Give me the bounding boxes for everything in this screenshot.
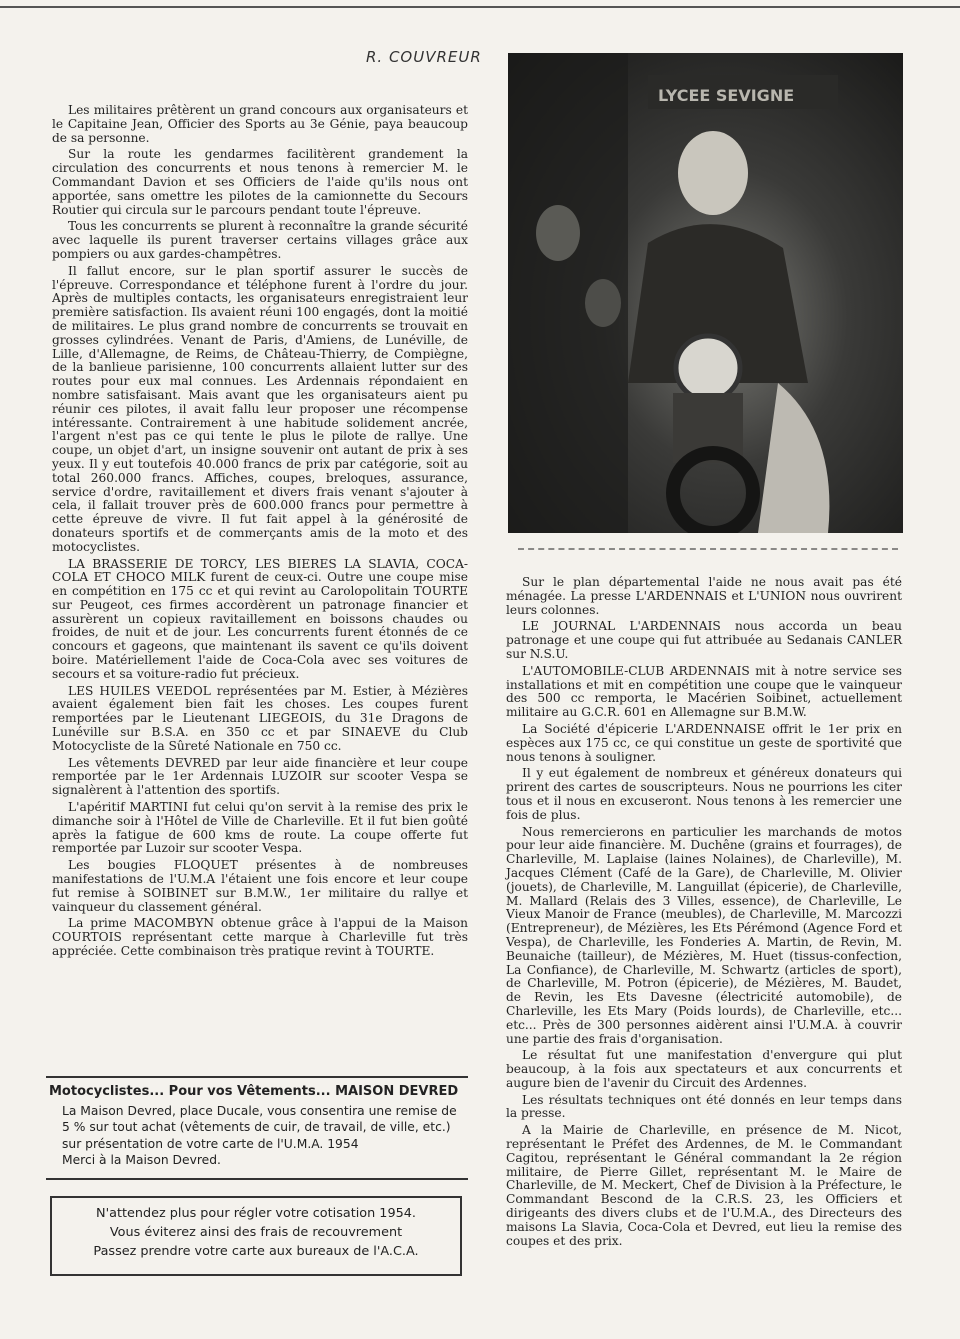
ad-body: La Maison Devred, place Ducale, vous consentira une remise de 5 % sur tout achat (vêtements de cuir, de travail, de ville, etc.) sur présentation de votre carte de l'U.M.A. 1954 (62, 1103, 457, 1151)
paragraph: Nous remercierons en particulier les marchands de motos pour leur aide financière. M. Duchêne (grains et fourrages), de Charleville, M. Laplaise (laines Nolaines), de Charleville), M. Jacques Clément (Café de la Gare), de Charleville, M. Olivier (jouets), de Charleville, M. Languillat (épicerie), de Charleville, M. Mallard (Relais des 3 Villes, essence), de Charleville, Le Vieux Manoir de France (meubles), de Charleville, M. Marcozzi (Entrepreneur), de Mézières, les Ets Pérémond (Agence Ford et Vespa), de Charleville, les Fonderies A. Martin, de Revin, M. Beunaiche (tailleur), de Mézières, M. Huet (tissus-confection, La Confiance), de Charleville, M. Schwartz (articles de sport), de Charleville, M. Potron (épicerie), de Mézières, M. Baudet, de Revin, les Ets Davesne (électricité automobile), de Charleville, les Ets Mary (Poids lourds), de Charleville, etc... etc... Près de 300 personnes aidèrent ainsi l'U.M.A. à couvrir une partie des frais d'organisation. (506, 824, 902, 1046)
headlight (676, 336, 740, 400)
photo-illustration (508, 53, 903, 533)
sign-text: LYCEE SEVIGNE (658, 86, 795, 105)
right-column (506, 576, 902, 1251)
left-column (52, 104, 468, 962)
notice-line: Vous éviterez ainsi des frais de recouvrement (109, 1225, 403, 1240)
paragraph: A la Mairie de Charleville, en présence de M. Nicot, représentant le Préfet des Ardennes, de M. le Commandant Cagitou, représentant le Général commandant la 2e région militaire, de Pierre Gillet, représentant M. le Maire de Charleville, de M. Meckert, Chef de Division à la Préfecture, le Commandant Bescond de la C.R.S. 23, les Officiers et dirigeants des divers clubs et de l'U.M.A., des Directeurs des maisons La Slavia, Coca-Cola et Devred, eut lieu la remise des coupes et des prix. (506, 1123, 902, 1248)
paragraph: Les résultats techniques ont été donnés en leur temps dans la presse. (506, 1092, 902, 1121)
motorcycle-photo (508, 53, 903, 533)
top-rule (0, 6, 960, 8)
ad-title: Motocyclistes... Pour vos Vêtements... MAISON DEVRED (49, 1084, 459, 1099)
paragraph: LE JOURNAL L'ARDENNAIS nous accorda un beau patronage et une coupe qui fut attribuée au Sedanais CANLER sur N.S.U. (506, 619, 902, 661)
paragraph: L'AUTOMOBILE-CLUB ARDENNAIS mit à notre service ses installations et mit en compétition une coupe que le vainqueur des 500 cc remporta, le Macérien Soibinet, actuellement militaire au G.C.R. 601 en Allemagne sur B.M.W. (506, 663, 902, 720)
notice-line: Passez prendre votre carte aux bureaux de l'A.C.A. (93, 1244, 419, 1259)
paragraph: LES HUILES VEEDOL représentées par M. Estier, à Mézières avaient également bien fait les choses. Les coupes furent remportées par le Lieutenant LIEGEOIS, du 31e Dragons de Lunéville sur B.S.A. en 350 cc et par SINAEVE du Club Motocycliste de la Sûreté Nationale en 750 cc. (52, 683, 468, 753)
paragraph: La Société d'épicerie L'ARDENNAISE offrit le 1er prix en espèces aux 175 cc, ce qui constitue un geste de sportivité que nous tenons à souligner. (506, 721, 902, 764)
front-wheel (673, 453, 753, 533)
paragraph: Sur le plan départemental l'aide ne nous avait pas été ménagée. La presse L'ARDENNAIS et L'UNION nous ouvrirent leurs colonnes. (506, 575, 902, 617)
rider-head (678, 131, 748, 215)
spectator-head (536, 205, 580, 261)
paragraph: Sur la route les gendarmes facilitèrent grandement la circulation des concurrents et nous tenons à remercier M. le Commandant Davion et ses Officiers de l'aide qu'ils nous ont apportée, sans omettre les pilotes de la camionnette du Secours Routier qui circula sur le parcours pendant toute l'épreuve. (52, 147, 468, 217)
paragraph: Il fallut encore, sur le plan sportif assurer le succès de l'épreuve. Correspondance et téléphone furent à l'ordre du jour. Après de multiples contacts, les organisateurs enregistraient leur première satisfaction. Ils avaient réuni 100 engagés, dont la moitié de militaires. Le plus grand nombre de concurrents se trouvait en grosses cylindrées. Venant de Paris, d'Amiens, de Lunéville, de Lille, d'Allemagne, de Reims, de Château-Thierry, de Compiègne, de la banlieue parisienne, 100 concurrents allaient lutter sur des routes pour eux mal connues. Les Ardennais répondaient en nombre satisfaisant. Mais avant que les organisateurs aient pu réunir ces pilotes, il avait fallu leur proposer une récompense intéressante. Contrairement à une habitude solidement ancrée, l'argent n'est pas ce qui tente le plus le pilote de rallye. Une coupe, un objet d'art, un insigne souvenir ont autant de prix à ses yeux. Il y eut toutefois 40.000 francs de prix par catégorie, soit au total 260.000 francs. Affiches, coupes, breloques, assurance, service d'ordre, ravitaillement et divers frais venant s'ajouter à cela, il fallait trouver près de 600.000 francs pour permettre à cette épreuve de vivre. Il fut fait appel à la générosité de donateurs sportifs et de commerçants amis de la moto et des motocyclistes. (52, 263, 468, 554)
paragraph: Le résultat fut une manifestation d'envergure qui plut beaucoup, à la fois aux spectateurs et aux concurrents et augure bien de l'avenir du Circuit des Ardennes. (506, 1048, 902, 1090)
paragraph: Les militaires prêtèrent un grand concours aux organisateurs et le Capitaine Jean, Officier des Sports au 3e Génie, paya beaucoup de sa personne. (52, 103, 468, 145)
photo-caption-rule (518, 548, 898, 553)
paragraph: Il y eut également de nombreux et généreux donateurs qui prirent des cartes de souscripteurs. Nous ne pourrions les citer tous et il nous en excuseront. Nous tenons à les remercier une fois de plus. (506, 766, 902, 822)
paragraph: Les bougies FLOQUET présentes à de nombreuses manifestations de l'U.M.A l'étaient une fois encore et leur coupe fut remise à SOIBINET sur B.M.W., 1er militaire du rallye et vainqueur du classement général. (52, 858, 468, 914)
paragraph: Tous les concurrents se plurent à reconnaître la grande sécurité avec laquelle ils purent traverser certains villages grâce aux pompiers ou aux gardes-champêtres. (52, 219, 468, 261)
membership-notice (50, 1196, 462, 1276)
ad-thanks: Merci à la Maison Devred. (62, 1153, 221, 1167)
paragraph: Les vêtements DEVRED par leur aide financière et leur coupe remportée par le 1er Ardennais LUZOIR sur scooter Vespa se signalèrent à l'attention des sportifs. (52, 755, 468, 798)
author-credit: R. COUVREUR (366, 48, 482, 66)
paragraph: La prime MACOMBYN obtenue grâce à l'appui de la Maison COURTOIS représentant cette marque à Charleville fut très appréciée. Cette combinaison très pratique revint à TOURTE. (52, 916, 468, 959)
devred-advertisement (46, 1076, 468, 1180)
notice-line: N'attendez plus pour régler votre cotisation 1954. (96, 1206, 416, 1221)
spectator-head (585, 279, 621, 327)
paragraph: L'apéritif MARTINI fut celui qu'on servit à la remise des prix le dimanche soir à l'Hôtel de Ville de Charleville. Et il fut bien goûté après la fatigue de 600 kms de route. La coupe offerte fut remportée par Luzoir sur scooter Vespa. (52, 800, 468, 856)
rider-leg (758, 383, 829, 533)
paragraph: LA BRASSERIE DE TORCY, LES BIERES LA SLAVIA, COCA-COLA ET CHOCO MILK furent de ceux-ci. Outre une coupe mise en compétition en 175 cc et qui revint au Carolopolitain TOURTE sur Peugeot, ces firmes accordèrent un patronage financier et assurèrent un copieux ravitaillement en boissons chaudes ou froides, de nuit et de jour. Les concurrents furent étonnés de ce concours et gageons, que maintenant ils savent ce qu'ils doivent boire. Matériellement l'aide de Coca-Cola avec ses voitures de secours et sa voiture-radio fut précieux. (52, 556, 468, 681)
